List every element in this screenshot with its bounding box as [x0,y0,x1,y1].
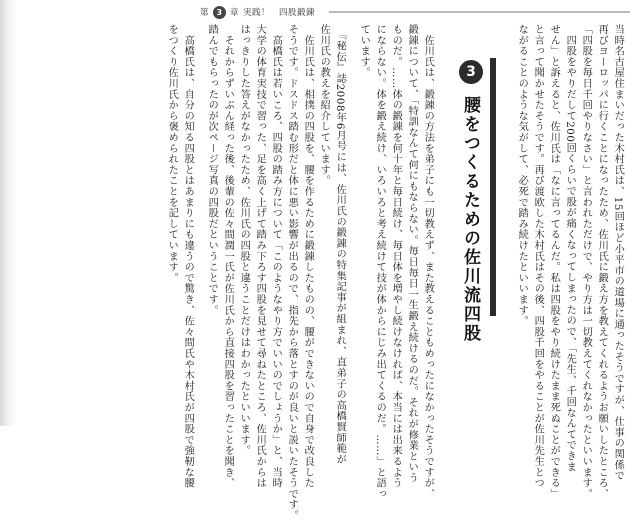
text-column: ものだ。……体の鍛錬を何十年と毎日続け、毎日体を増やし続けなければ、本当には出来るよう [390,24,402,489]
text-column: をつくり佐川氏から褒められたことを記しています。 [166,24,178,284]
section-number-badge: 3 [459,60,483,84]
text-column: 佐川氏は、相撲の四股を、腰を作るために鍛錬したものの、腰ができないので自身で改良した [302,24,314,489]
text-column: そうです。ドスドス踏む形だと体に悪い影響が出るので、指先から落とすのが良いと説いたそうです。 [286,24,298,521]
header-rule [329,11,630,13]
text-column: 四股をやりだして200回くらいで股が痛くなってしまったので、「先生、千回なんてできま [564,24,576,473]
text-column: 大学の体育実技で習った、足を高く上げて踏み下ろす四股を見せて尋ねたところ、佐川氏からは [254,24,266,489]
header-chapter-suffix: 章 [230,8,240,18]
text-column: それからずいぶん経った後、後輩の佐々間潤一氏が佐川氏から直接四股を習ったことを聞き、 [222,24,234,489]
text-column: 当時名古屋住まいだった木村氏は、15回ほど小平市の道場に通ったそうですが、仕事の関係で [612,24,624,481]
body-text-area [70,24,626,521]
text-column: 高橋氏は若いころ、四股の踏み方について「このようなやり方でいいのでしょうか」と、当時 [270,24,282,489]
text-column: せん」と訴えると、佐川氏は「なに言ってるんだ。私は四股をやり続けたまま死ぬことができる」 [548,24,560,500]
running-header [200,4,630,20]
header-chapter-title: 実践！ 四股鍛錬 [243,8,316,18]
text-column: 高橋氏は、自分の知る四股とはあまりにも違うので驚き、佐々間氏や木村氏が四股で強靭な腰 [182,24,194,489]
text-column: 佐川氏は、鍛錬の方法を弟子にも一切教えず、また教えることもめったになかったそうですが、 [422,24,434,500]
section-heading-bar [490,58,496,316]
text-column: ています。 [358,24,370,78]
text-column: ながることのような気がして、必死で踏み続けたといいます。 [516,24,528,327]
text-column: 踏んでもらったのが次ページ写真の四股だということです。 [206,24,218,316]
text-column: 佐川氏の教えを紹介しています。 [318,24,330,186]
text-column: 『秘伝』誌2008年6月号には、佐川氏の鍛錬の特集記事が組まれ、直弟子の高橋賢師範が [334,24,346,465]
section-title: 腰をつくるための佐川流四股 [460,96,480,343]
text-column: はっきりした答えがなかったため、佐川氏の四股と違うことだけはわかったといいます。 [238,24,250,456]
header-chapter-number-badge: 3 [213,6,226,19]
book-spine-shadow [0,0,16,426]
text-column: にならない。体を鍛え続け、いろいろと考え続けて技が体からにじみ出てくるのだ。……」と語っ [374,24,386,500]
text-column: と言って聞かせたそうです。再び渡欧した木村氏はその後、四股千回をやることが佐川先生とつ [532,24,544,489]
text-column: 「四股を毎日千回やりなさい」と言われただけで、やり方は一切教えてくれなかったといいます。 [580,24,592,500]
text-column: 鍛錬について、「特訓なんて何にもならない。毎日毎日一生鍛え続けるのだ。それが修業という [406,24,418,484]
header-chapter-prefix: 第 [200,8,210,18]
text-column: 再びヨーロッパに行くことになったため、佐川氏に鍛え方を教えてくれるようお願いしたところ、 [596,24,608,500]
